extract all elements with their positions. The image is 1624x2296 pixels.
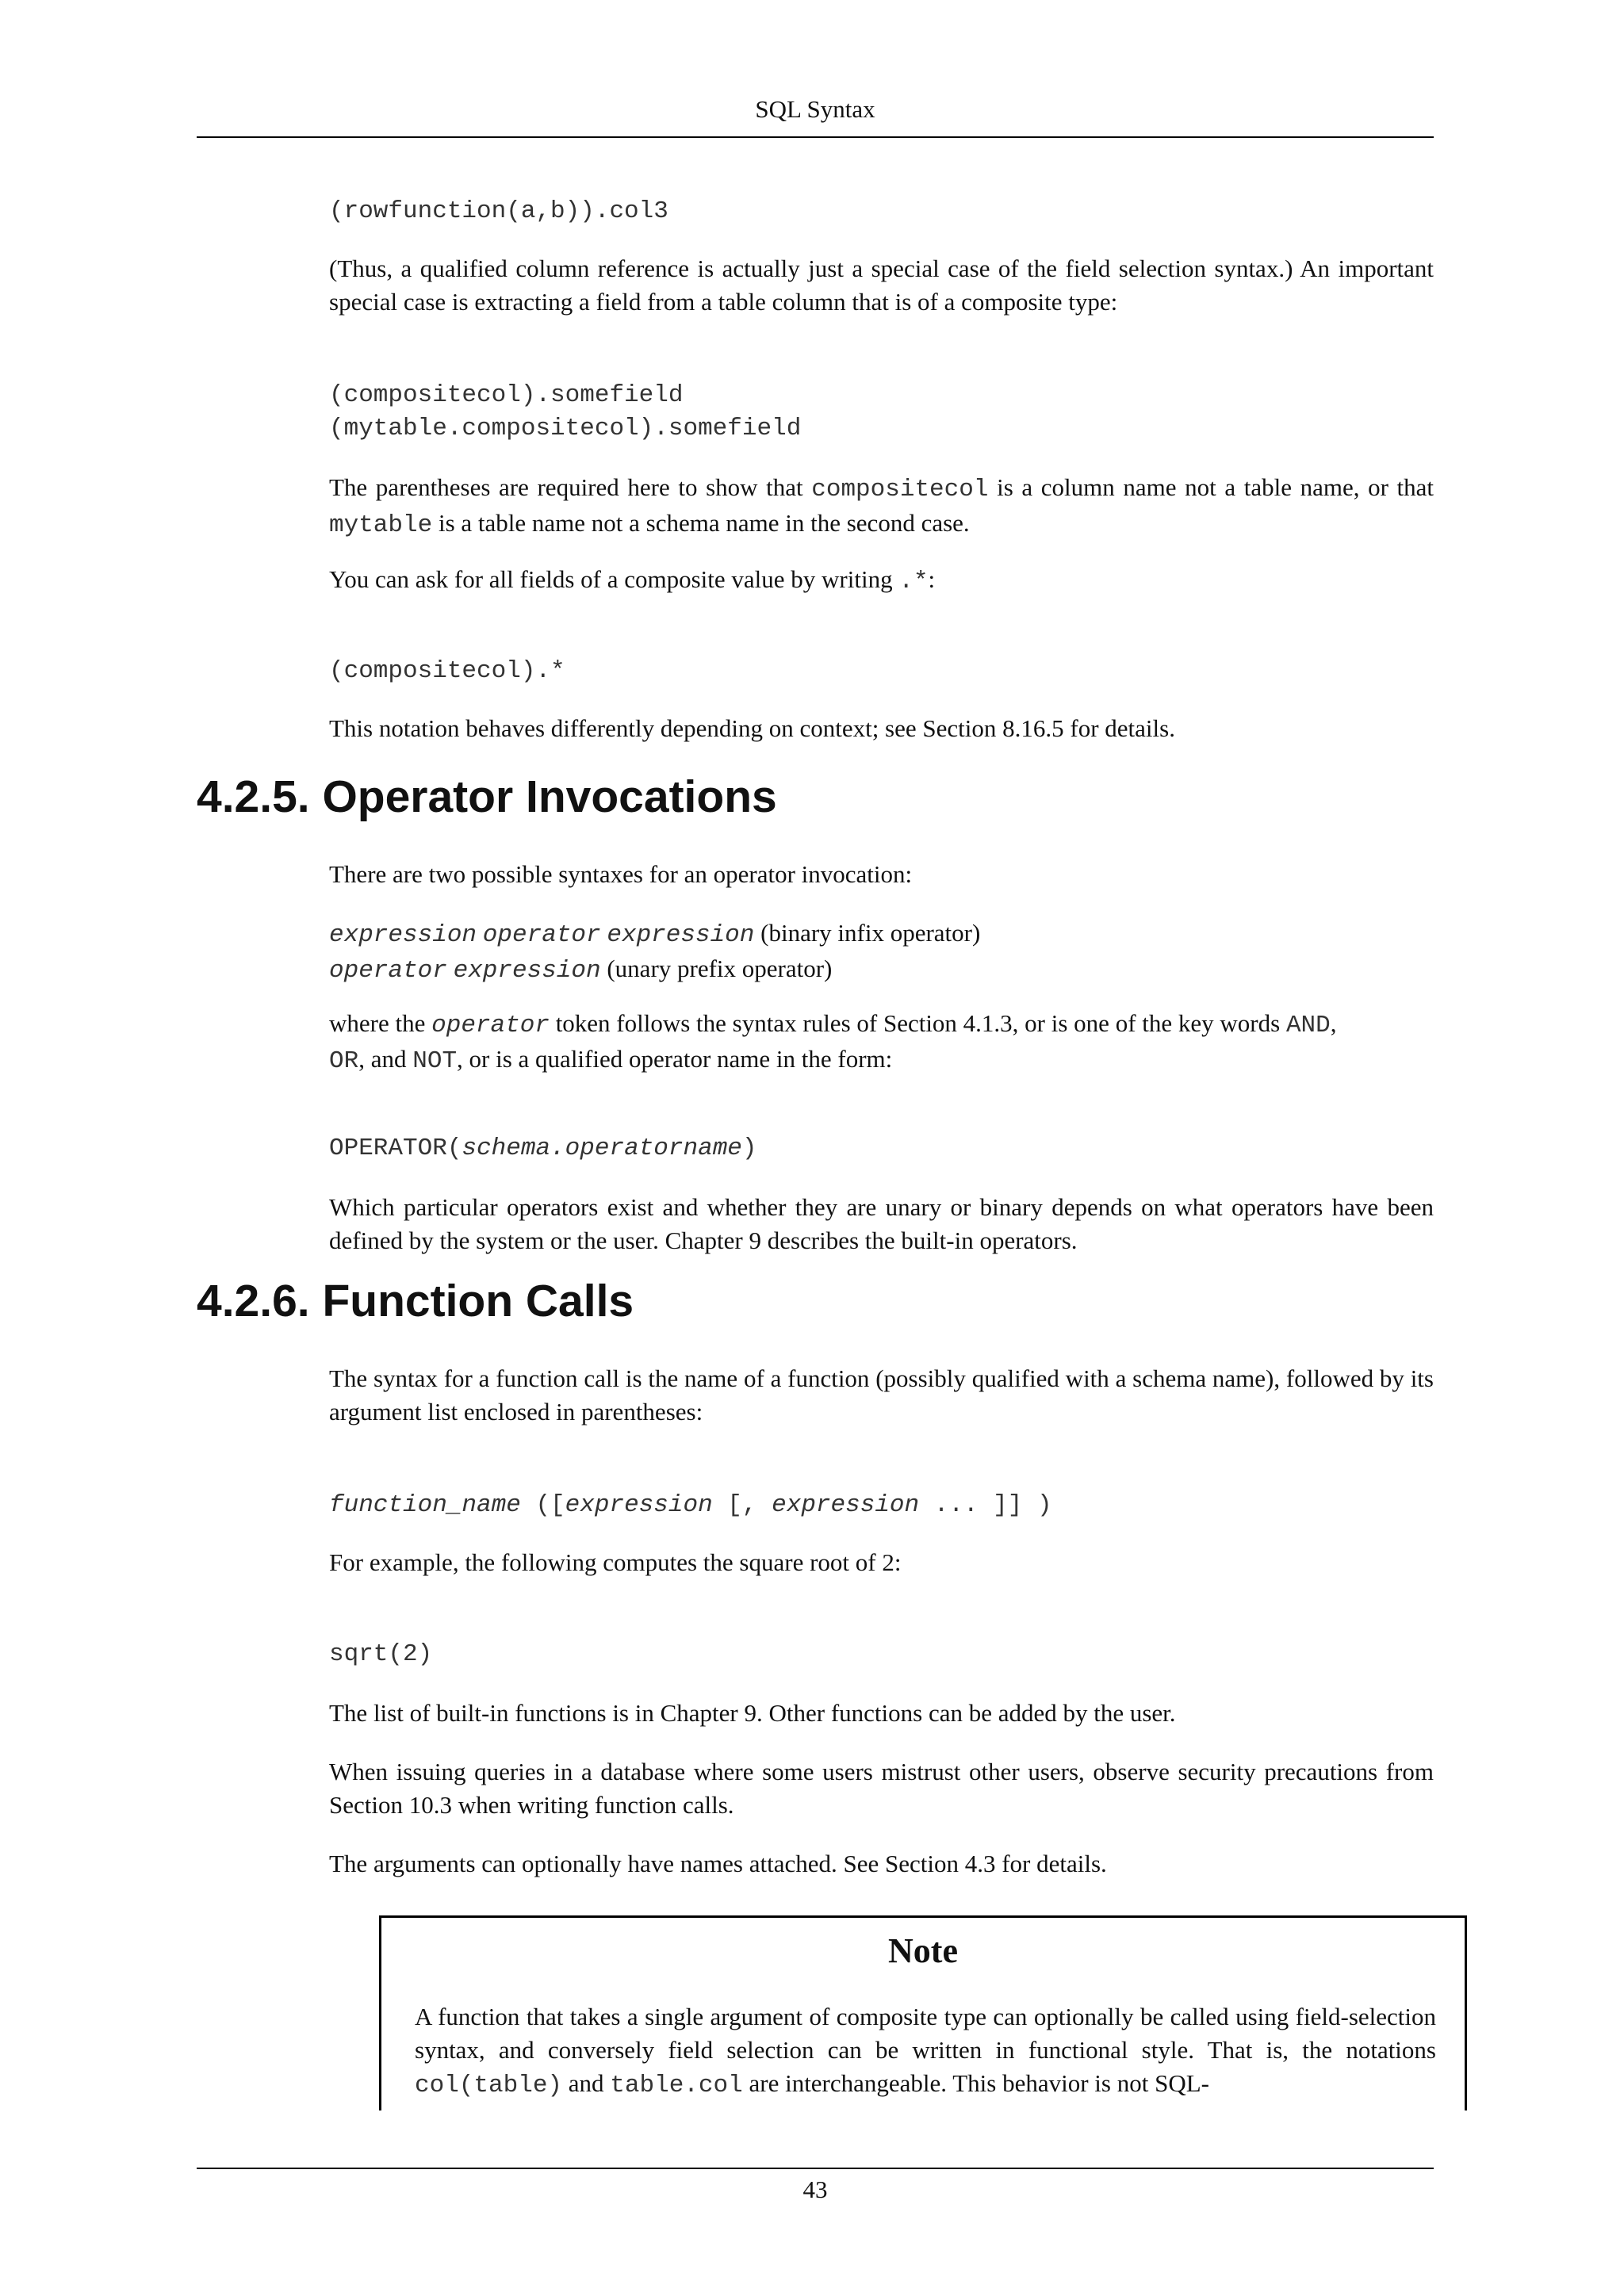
running-header: SQL Syntax [755,95,875,123]
paragraph-builtin-functions: The list of built-in functions is in Chapter 9. Other functions can be added by the user. [329,1699,1176,1727]
inline-code-dot-star: .* [898,568,929,595]
footer-rule [197,2168,1434,2169]
paragraph-sqrt-example: For example, the following computes the square root of 2: [329,1548,902,1576]
paragraph-all-fields: You can ask for all fields of a composite value by writing .*: [329,565,936,595]
heading-operator-invocations: 4.2.5. Operator Invocations [197,771,777,822]
inline-code-operator: operator [431,1012,550,1039]
heading-function-calls: 4.2.6. Function Calls [197,1276,634,1326]
inline-code-compositecol: compositecol [811,476,989,503]
note-box [379,1915,1467,2110]
code-operator-form: OPERATOR(schema.operatorname) [329,1135,757,1162]
code-mytable-compositecol: (mytable.compositecol).somefield [329,415,802,442]
keyword-not: NOT [412,1047,458,1075]
code-sqrt: sqrt(2) [329,1640,433,1668]
paragraph-parentheses-required: The parentheses are required here to show that compositecol is a column name not a table name, or that mytable is a table name not a schema name in the second case. [329,473,1434,539]
paragraph-operator-intro: There are two possible syntaxes for an operator invocation: [329,860,913,888]
paragraph-qualified-reference: (Thus, a qualified column reference is actually just a special case of the field selection syntax.) An important special case is extracting a field from a table column that is of a composite type: [329,254,1434,316]
note-title: Note [888,1931,958,1970]
code-rowfunction: (rowfunction(a,b)).col3 [329,197,668,225]
inline-code-col-table: col(table) [415,2072,563,2099]
code-function-syntax: function_name ([expression [, expression ... ]] ) [329,1491,1052,1519]
inline-code-mytable: mytable [329,511,433,539]
paragraph-notation-context: This notation behaves differently depending on context; see Section 8.16.5 for details. [329,714,1175,742]
paragraph-security-precautions: When issuing queries in a database where some users mistrust other users, observe security precautions from Section 10.3 when writing function calls. [329,1758,1434,1819]
code-compositecol-somefield: (compositecol).somefield [329,381,684,409]
note-text: A function that takes a single argument of composite type can optionally be called using field-selection syntax, and conversely field selection can be written in functional style. That is, the notations col(table) and table.col are interchangeable. This behavior is not SQL- [415,2003,1436,2099]
paragraph-operator-token: where the operator token follows the syntax rules of Section 4.1.3, or is one of the key words AND, OR, and NOT, or is a qualified operator name in the form: [329,1009,1337,1075]
code-compositecol-star: (compositecol).* [329,657,565,685]
inline-code-table-col: table.col [610,2072,743,2099]
paragraph-which-operators: Which particular operators exist and whether they are unary or binary depends on what operators have been defined by the system or the user. Chapter 9 describes the built-in operators. [329,1193,1434,1254]
operator-syntax-lines: expression operator expression (binary infix operator) operator expression (unary prefix operator) [329,919,981,985]
keyword-and: AND [1285,1012,1331,1039]
paragraph-function-syntax: The syntax for a function call is the name of a function (possibly qualified with a schema name), followed by its argument list enclosed in parentheses: [329,1364,1434,1425]
page-number: 43 [802,2175,828,2203]
paragraph-argument-names: The arguments can optionally have names attached. See Section 4.3 for details. [329,1850,1107,1877]
keyword-or: OR [329,1047,359,1075]
header-rule [197,136,1434,138]
